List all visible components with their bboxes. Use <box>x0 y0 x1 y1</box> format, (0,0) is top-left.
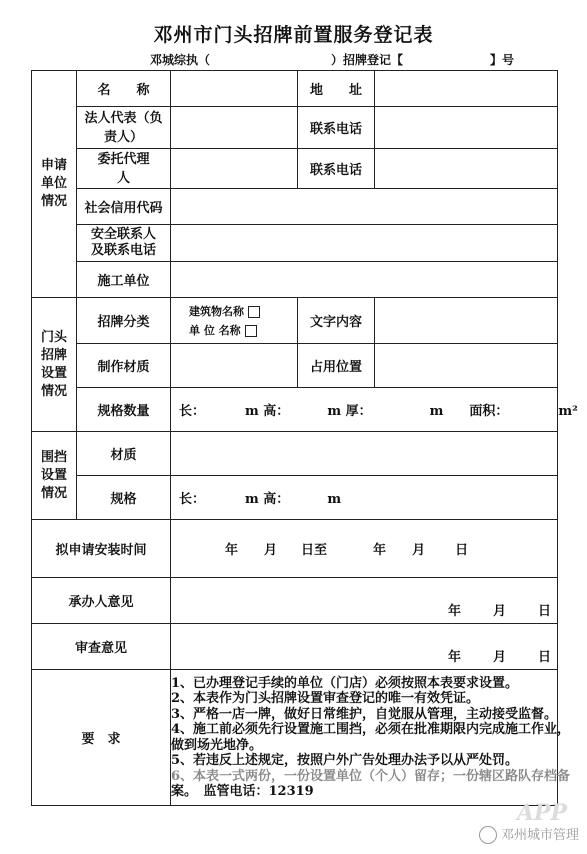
label-fence-spec: 规格 <box>77 476 171 520</box>
value-phone-1[interactable] <box>375 107 558 149</box>
reg-suffix: 】号 <box>490 53 515 67</box>
spec-line[interactable]: 长： m 高： m 厚： m 面积： m² <box>171 388 558 432</box>
value-agent[interactable] <box>171 149 298 189</box>
registration-form <box>31 70 578 806</box>
value-credit-code[interactable] <box>171 189 558 225</box>
label-construction-unit: 施工单位 <box>77 262 171 298</box>
requirements-list <box>171 670 571 806</box>
section-fence: 围挡设置情况 <box>32 432 77 520</box>
requirement-item: 6、本表一式两份，一份设置单位（个人）留存；一份辖区路队存档备 <box>171 768 571 784</box>
label-install-time: 拟申请安装时间 <box>32 520 171 578</box>
label-agent: 委托代理人 <box>77 149 171 189</box>
requirement-item: 做到场光地净。 <box>171 737 263 753</box>
review-opinion-date: 年 月 日 <box>447 650 551 665</box>
value-fence-material[interactable] <box>171 432 558 476</box>
value-construction-unit[interactable] <box>171 262 558 298</box>
value-address[interactable] <box>375 71 558 107</box>
label-spec-qty: 规格数量 <box>77 388 171 432</box>
label-phone-1: 联系电话 <box>298 107 375 149</box>
value-legal-rep[interactable] <box>171 107 298 149</box>
handler-opinion-box[interactable] <box>171 578 558 624</box>
option-building-name[interactable]: 建筑物名称 <box>189 302 297 321</box>
handler-opinion-date: 年 月 日 <box>447 604 551 619</box>
label-phone-2: 联系电话 <box>298 149 375 189</box>
section-applicant: 申请单位情况 <box>32 71 77 298</box>
wechat-icon <box>479 826 497 844</box>
value-text-content[interactable] <box>375 298 558 344</box>
watermark-app-logo: APP <box>516 800 567 826</box>
value-material[interactable] <box>171 344 298 388</box>
requirement-item: 1、已办理登记手续的单位（门店）必须按照本表要求设置。 <box>171 675 519 691</box>
reg-prefix: 邓城综执（ <box>150 53 211 67</box>
fence-spec-line[interactable]: 长： m 高： m <box>171 476 558 520</box>
label-fence-material: 材质 <box>77 432 171 476</box>
section-signage: 门头招牌设置情况 <box>32 298 77 432</box>
form-title: 邓州市门头招牌前置服务登记表 <box>153 24 434 46</box>
checkbox-building-name[interactable] <box>248 306 260 318</box>
value-safety-contact[interactable] <box>171 225 558 262</box>
label-legal-rep: 法人代表（负责人） <box>77 107 171 149</box>
label-requirements: 要 求 <box>32 670 171 806</box>
option-unit-name[interactable]: 单 位 名称 <box>189 321 297 340</box>
requirement-item: 5、若违反上述规定，按照户外广告处理办法予以从严处罚。 <box>171 753 519 768</box>
label-material: 制作材质 <box>77 344 171 388</box>
label-safety-contact: 安全联系人及联系电话 <box>77 225 171 262</box>
value-phone-2[interactable] <box>375 149 558 189</box>
install-time-dates[interactable]: 年 月 日至 年 月 日 <box>171 520 558 578</box>
requirement-item: 4、施工前必须先行设置施工围挡，必须在批准期限内完成施工作业， <box>171 722 571 737</box>
label-sign-category: 招牌分类 <box>77 298 171 344</box>
reg-middle: ）招牌登记【 <box>331 53 404 67</box>
label-handler-opinion: 承办人意见 <box>32 578 171 624</box>
requirement-item: 案。 监管电话：12319 <box>171 784 314 799</box>
label-name: 名 称 <box>77 71 171 107</box>
checkbox-unit-name[interactable] <box>245 325 257 337</box>
label-address: 地 址 <box>298 71 375 107</box>
sign-category-options <box>171 298 298 344</box>
review-opinion-box[interactable] <box>171 624 558 670</box>
requirement-item: 2、本表作为门头招牌设置审查登记的唯一有效凭证。 <box>171 691 480 706</box>
label-credit-code: 社会信用代码 <box>77 189 171 225</box>
value-location[interactable] <box>375 344 558 388</box>
label-review-opinion: 审查意见 <box>32 624 171 670</box>
value-name[interactable] <box>171 71 298 107</box>
label-text-content: 文字内容 <box>298 298 375 344</box>
requirement-item: 3、严格一店一牌，做好日常维护，自觉服从管理，主动接受监督。 <box>171 706 558 722</box>
label-location: 占用位置 <box>298 344 375 388</box>
watermark-account: 邓州城市管理 <box>479 824 579 845</box>
